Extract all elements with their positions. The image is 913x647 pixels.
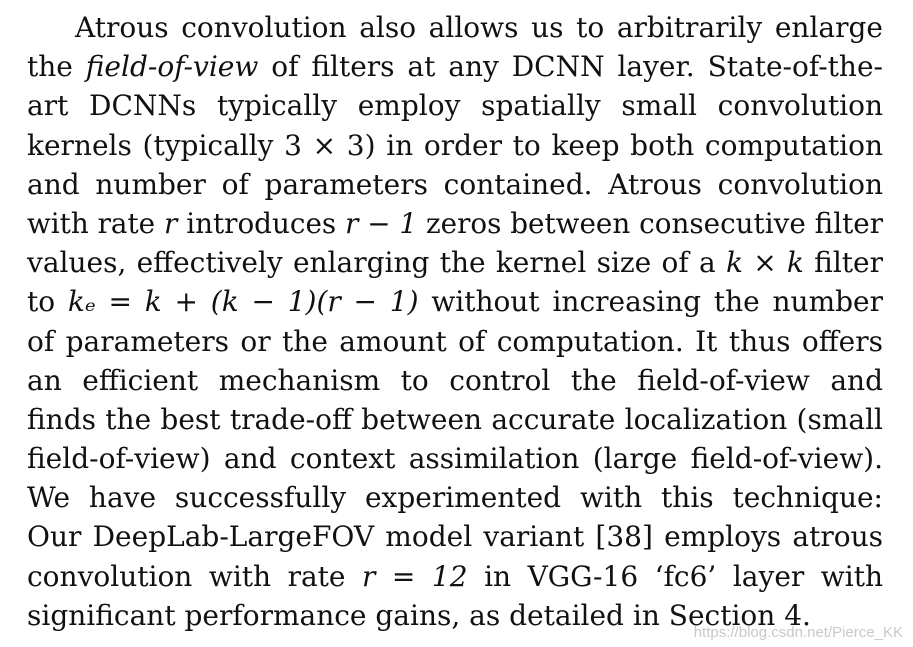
- text-line: to kₑ = k + (k − 1)(r − 1) without increasing the number: [27, 285, 883, 319]
- math-r-minus-one: r − 1: [345, 206, 418, 240]
- body-paragraph: [27, 8, 883, 635]
- math-effective-kernel: kₑ = k + (k − 1)(r − 1): [67, 285, 419, 319]
- text-line: art DCNNs typically employ spatially small convolution: [27, 89, 883, 123]
- math-kernel-size: k × k: [725, 246, 804, 280]
- text-line: field-of-view) and context assimilation (large field-of-view).: [27, 442, 883, 476]
- watermark: https://blog.csdn.net/Pierce_KK: [693, 624, 903, 641]
- text-line: finds the best trade-off between accurate localization (small: [27, 402, 883, 436]
- text-line: Atrous convolution also allows us to arbitrarily enlarge: [75, 11, 883, 44]
- text-line: values, effectively enlarging the kernel size of a k × k filter: [27, 246, 883, 280]
- text-line: of parameters or the amount of computation. It thus offers: [27, 324, 883, 358]
- text-line: convolution with rate r = 12 in VGG-16 ‘fc6’ layer with: [27, 559, 883, 593]
- text-line: kernels (typically 3 × 3) in order to keep both computation: [27, 128, 883, 162]
- math-rate: r: [164, 206, 178, 240]
- text-line: Our DeepLab-LargeFOV model variant [38] employs atrous: [27, 520, 883, 554]
- math-rate-value: r = 12: [362, 559, 468, 593]
- text-line: with rate r introduces r − 1 zeros between consecutive filter: [27, 206, 883, 240]
- emphasis-field-of-view: field-of-view: [85, 50, 259, 84]
- text-line: the field-of-view of filters at any DCNN layer. State-of-the-: [27, 50, 883, 84]
- text-line: an efficient mechanism to control the field-of-view and: [27, 363, 883, 397]
- text-line: significant performance gains, as detailed in Section 4.: [27, 598, 811, 632]
- text-line: We have successfully experimented with this technique:: [27, 481, 883, 515]
- text-line: and number of parameters contained. Atrous convolution: [27, 167, 883, 201]
